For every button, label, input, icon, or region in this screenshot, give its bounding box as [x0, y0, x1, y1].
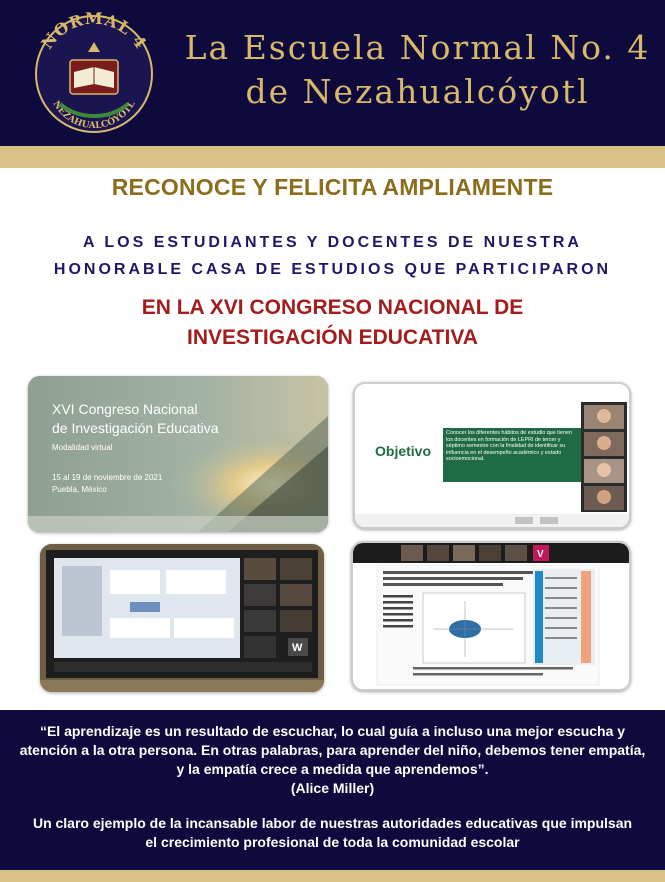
slide-objective-text: Conocer los diferentes hábitos de estudio que tienen los docentes en formación de LEPRI de tercer y séptimo semestre con la finalidad de identificar su influencia en el desempeño académico y estado socioemocional. — [446, 430, 572, 463]
gold-divider-bottom — [0, 870, 665, 882]
research-slide-image — [353, 543, 629, 689]
banner-title2: de Investigación Educativa — [52, 420, 219, 436]
school-seal-logo — [30, 12, 158, 136]
alice-miller-quote — [16, 722, 649, 798]
participant-initial-v: V — [537, 549, 544, 560]
recipients-line1: A LOS ESTUDIANTES Y DOCENTES DE NUESTRA — [83, 234, 582, 251]
recipients-line2: HONORABLE CASA DE ESTUDIOS QUE PARTICIPARON — [53, 261, 612, 278]
school-title-line2: de Nezahualcóyotl — [245, 72, 590, 111]
school-title — [170, 26, 665, 114]
congress-banner-image — [28, 376, 328, 532]
photo-objective-slide — [353, 382, 631, 529]
headline: RECONOCE Y FELICITA AMPLIAMENTE — [111, 174, 554, 200]
school-title-line1: La Escuela Normal No. 4 — [184, 28, 651, 67]
objective-slide-image — [355, 384, 629, 527]
event-name — [30, 293, 635, 353]
quote-text: “El aprendizaje es un resultado de escuchar, lo cual guía a incluso una mejor escucha y atención a la otra persona. En otras palabras, para aprender del niño, debemos tener empatía, y la empatía crece a medida que aprendemos”. — [19, 723, 646, 777]
footer-band — [0, 710, 665, 882]
banner-mode: Modalidad virtual — [52, 443, 113, 452]
banner-dates: 15 al 19 de noviembre de 2021 — [52, 473, 163, 482]
photo-research-slide — [351, 541, 631, 691]
recipients-text — [30, 229, 635, 283]
closing-statement: Un claro ejemplo de la incansable labor de nuestras autoridades educativas que impulsan el crecimiento profesional de toda la comunidad escolar — [32, 815, 633, 850]
banner-place: Puebla, México — [52, 485, 107, 494]
laptop-videocall-image — [40, 544, 324, 692]
logo-text-bottom: NEZAHUALCÓYOTL — [50, 99, 138, 132]
banner-title1: XVI Congreso Nacional — [52, 401, 198, 417]
event-line1: EN LA XVI CONGRESO NACIONAL DE — [141, 296, 524, 319]
header-band — [0, 0, 665, 146]
quote-author: (Alice Miller) — [290, 780, 375, 796]
logo-text-top: NORMAL 4 — [37, 12, 151, 53]
photo-congress-banner — [28, 376, 328, 532]
event-line2: INVESTIGACIÓN EDUCATIVA — [187, 326, 478, 349]
photo-laptop-videocall — [40, 544, 324, 692]
gold-divider-top — [0, 146, 665, 168]
participant-initial: W — [292, 642, 303, 654]
slide-objective-label: Objetivo — [375, 443, 432, 459]
